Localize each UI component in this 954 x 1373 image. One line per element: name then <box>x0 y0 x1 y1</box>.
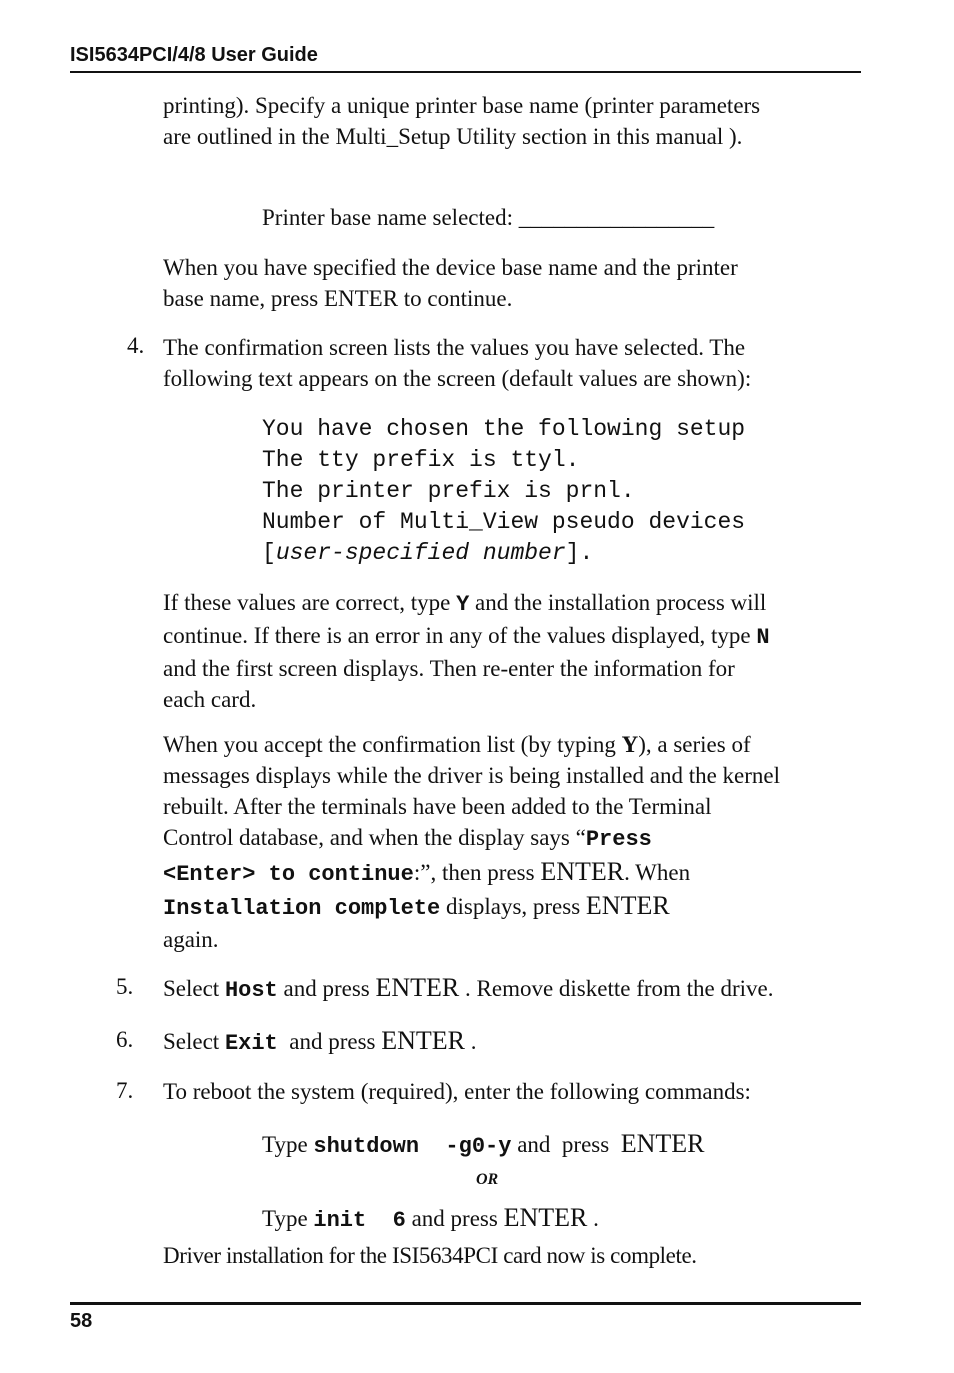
running-header-title: ISI5634PCI/4/8 User Guide <box>70 44 318 66</box>
accept-line: again. <box>163 927 219 952</box>
step5-text <box>163 972 863 1006</box>
accept-line: rebuilt. After the terminals have been added to the Terminal <box>163 794 712 819</box>
intro-line: printing). Specify a unique printer base name (printer parameters <box>163 93 761 118</box>
completion-text: Driver installation for the ISI5634PCI card now is complete. <box>163 1243 697 1268</box>
type-label: Type <box>262 1132 314 1157</box>
period: . <box>587 1206 599 1231</box>
step4-line: following text appears on the screen (default values are shown): <box>163 366 752 391</box>
page-number: 58 <box>70 1310 93 1332</box>
footer-rule <box>70 1302 861 1305</box>
code-line: You have chosen the following setup <box>262 416 746 442</box>
continue-line: base name, press ENTER to continue. <box>163 286 513 311</box>
press-label: and press <box>511 1132 621 1157</box>
printer-base-label: Printer base name selected: <box>262 205 513 230</box>
step-number: 7. <box>116 1078 134 1103</box>
key-y: Y <box>456 592 470 617</box>
code-line: Number of Multi_View pseudo devices <box>262 509 746 535</box>
confirm-line <box>163 587 863 620</box>
exit-key: Exit <box>224 1031 278 1056</box>
confirm-line: each card. <box>163 687 257 712</box>
step5-press: and press <box>277 976 376 1001</box>
step7-text: To reboot the system (required), enter the following commands: <box>163 1079 751 1104</box>
accept-line <box>163 856 863 890</box>
key-y: Y <box>621 732 639 757</box>
step6-period: . <box>465 1029 477 1054</box>
init-command: init 6 <box>313 1208 406 1233</box>
code-line: The printer prefix is prnl. <box>262 478 635 504</box>
accept-text: :”, then press <box>413 860 541 885</box>
step4-text <box>163 332 863 394</box>
accept-paragraph <box>163 729 863 955</box>
step-number: 6. <box>116 1027 134 1052</box>
accept-line <box>163 729 863 760</box>
or-separator: OR <box>476 1171 499 1188</box>
accept-text: When you accept the confirmation list (by typing <box>163 732 622 757</box>
confirm-paragraph <box>163 587 863 715</box>
enter-key-label: ENTER <box>540 857 625 886</box>
press-code: Press <box>585 827 652 852</box>
shutdown-command: shutdown -g0-y <box>313 1134 512 1159</box>
confirm-text: continue. If there is an error in any of the values displayed, type <box>163 623 757 648</box>
host-key: Host <box>224 978 278 1003</box>
accept-text: Control database, and when the display says “ <box>163 825 586 850</box>
printer-base-blank: _________________ <box>518 205 715 230</box>
step6-select: Select <box>163 1029 225 1054</box>
type-label: Type <box>262 1206 314 1231</box>
code-line: The tty prefix is ttyl. <box>262 447 580 473</box>
enter-key-label: ENTER <box>381 1026 466 1055</box>
step-number: 5. <box>116 974 134 999</box>
step5-remove: . Remove diskette from the drive. <box>459 976 774 1001</box>
code-bracket-close: ]. <box>565 540 594 566</box>
header-rule <box>70 71 861 73</box>
step4-line: The confirmation screen lists the values you have selected. The <box>163 335 746 360</box>
continue-paragraph <box>163 252 863 314</box>
confirm-line: and the first screen displays. Then re-enter the information for <box>163 656 735 681</box>
step6-text <box>163 1025 863 1059</box>
confirmation-screen-code <box>262 414 745 569</box>
init-command-line <box>262 1202 599 1236</box>
enter-key-label: ENTER <box>375 973 460 1002</box>
printer-base-name-line <box>262 202 714 233</box>
step6-press: and press <box>277 1029 382 1054</box>
intro-line: are outlined in the Multi_Setup Utility section in this manual ). <box>163 124 743 149</box>
enter-key-label: ENTER <box>585 891 670 920</box>
enter-to-continue-code: <Enter> to continue <box>163 862 414 887</box>
key-n: N <box>756 625 770 650</box>
intro-paragraph <box>163 90 863 152</box>
enter-key-label: ENTER <box>620 1129 705 1158</box>
accept-text: . When <box>624 860 691 885</box>
accept-text: ), a series of <box>638 732 751 757</box>
code-bracket-open: [ <box>262 540 276 566</box>
continue-line: When you have specified the device base name and the printer <box>163 255 738 280</box>
press-label: and press <box>405 1206 504 1231</box>
shutdown-command-line <box>262 1128 704 1162</box>
step-number: 4. <box>127 333 145 358</box>
confirm-line <box>163 620 863 653</box>
accept-line: messages displays while the driver is being installed and the kernel <box>163 763 781 788</box>
confirm-text: If these values are correct, type <box>163 590 457 615</box>
accept-line <box>163 822 863 856</box>
confirm-text: and the installation process will <box>469 590 767 615</box>
code-line <box>262 538 745 569</box>
enter-key-label: ENTER <box>503 1203 588 1232</box>
step5-select: Select <box>163 976 225 1001</box>
accept-text: displays, press <box>440 894 586 919</box>
installation-complete-code: Installation complete <box>163 896 441 921</box>
accept-line <box>163 890 863 924</box>
code-placeholder: user-specified number <box>275 540 566 566</box>
